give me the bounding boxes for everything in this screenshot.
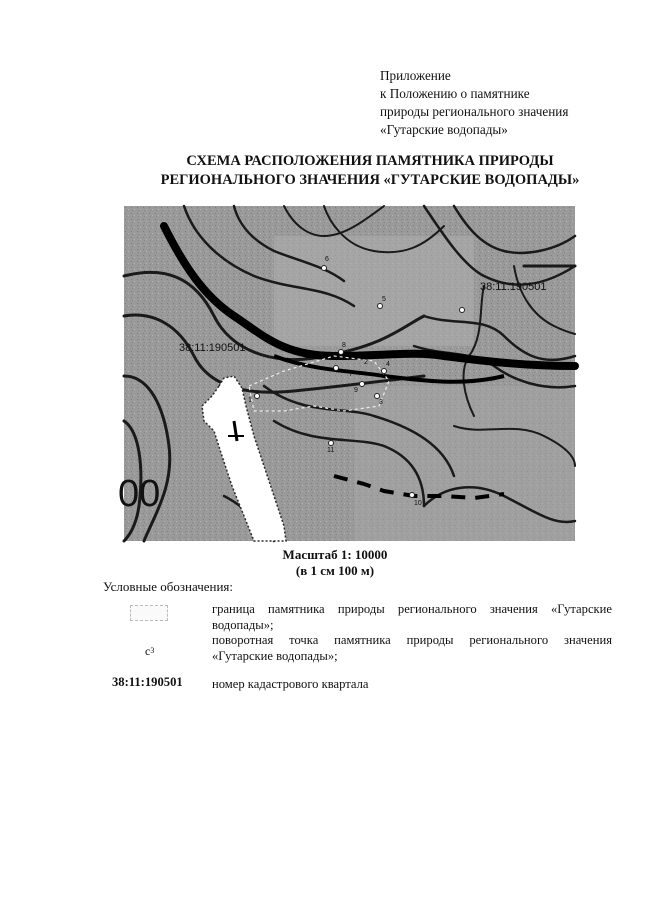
turning-point (378, 304, 383, 309)
point-number: 4 (386, 361, 390, 368)
boundary-symbol (130, 605, 168, 621)
map-corner-label: 00 (118, 473, 161, 515)
point-number: 6 (325, 256, 329, 263)
appendix-line-3: природы регионального значения (380, 104, 569, 119)
point-symbol-letter: с (145, 644, 151, 658)
cadastral-symbol: 38:11:190501 (112, 675, 183, 689)
point-number: 8 (342, 342, 346, 349)
appendix-line-4: «Гутарские водопады» (380, 122, 508, 137)
turning-point (360, 382, 365, 387)
legend-cadastral (212, 676, 612, 692)
title-line-1: СХЕМА РАСПОЛОЖЕНИЯ ПАМЯТНИКА ПРИРОДЫ (186, 153, 554, 169)
scale-ratio: Масштаб 1: 10000 (282, 547, 388, 562)
scale-note: (в 1 см 100 м) (295, 563, 375, 578)
cadastral-label-left: 38:11:190501 (179, 342, 246, 354)
location-map (118, 206, 575, 541)
title-line-2: РЕГИОНАЛЬНОГО ЗНАЧЕНИЯ «ГУТАРСКИЕ ВОДОПАДЫ» (160, 172, 580, 188)
point-number: 2 (364, 359, 368, 366)
turning-point (339, 350, 344, 355)
document-title (90, 152, 650, 190)
turning-point (322, 266, 327, 271)
turning-point (460, 308, 465, 313)
turning-point (382, 369, 387, 374)
appendix-line-2: к Положению о памятнике (380, 86, 530, 101)
legend-boundary-text: граница памятника природы регионального значения «Гутарские водопады»; (212, 602, 612, 632)
appendix-line-1: Приложение (380, 68, 451, 83)
turning-point (255, 394, 260, 399)
turning-point-symbol (145, 645, 154, 657)
map-scale (200, 547, 470, 579)
legend-cadastral-text: номер кадастрового квартала (212, 677, 369, 691)
legend-turning-point (212, 632, 612, 664)
legend-heading: Условные обозначения: (103, 579, 234, 594)
point-number: 7 (349, 371, 353, 378)
appendix-note (380, 67, 630, 139)
point-number: 9 (354, 387, 358, 394)
point-number: 10 (414, 500, 422, 507)
point-number: 11 (327, 447, 335, 454)
point-number: 3 (379, 399, 383, 406)
point-number: 5 (382, 296, 386, 303)
turning-point (375, 394, 380, 399)
turning-point (334, 366, 339, 371)
map-drawing (118, 206, 575, 541)
legend-boundary (212, 601, 612, 633)
point-symbol-number: 3 (150, 646, 155, 655)
cadastral-label-right: 38:11:190501 (480, 281, 547, 293)
legend-turning-point-text: поворотная точка памятника природы регионального значения «Гутарские водопады»; (212, 633, 612, 663)
turning-point (329, 441, 334, 446)
turning-point (410, 493, 415, 498)
point-number: 1 (248, 397, 252, 404)
